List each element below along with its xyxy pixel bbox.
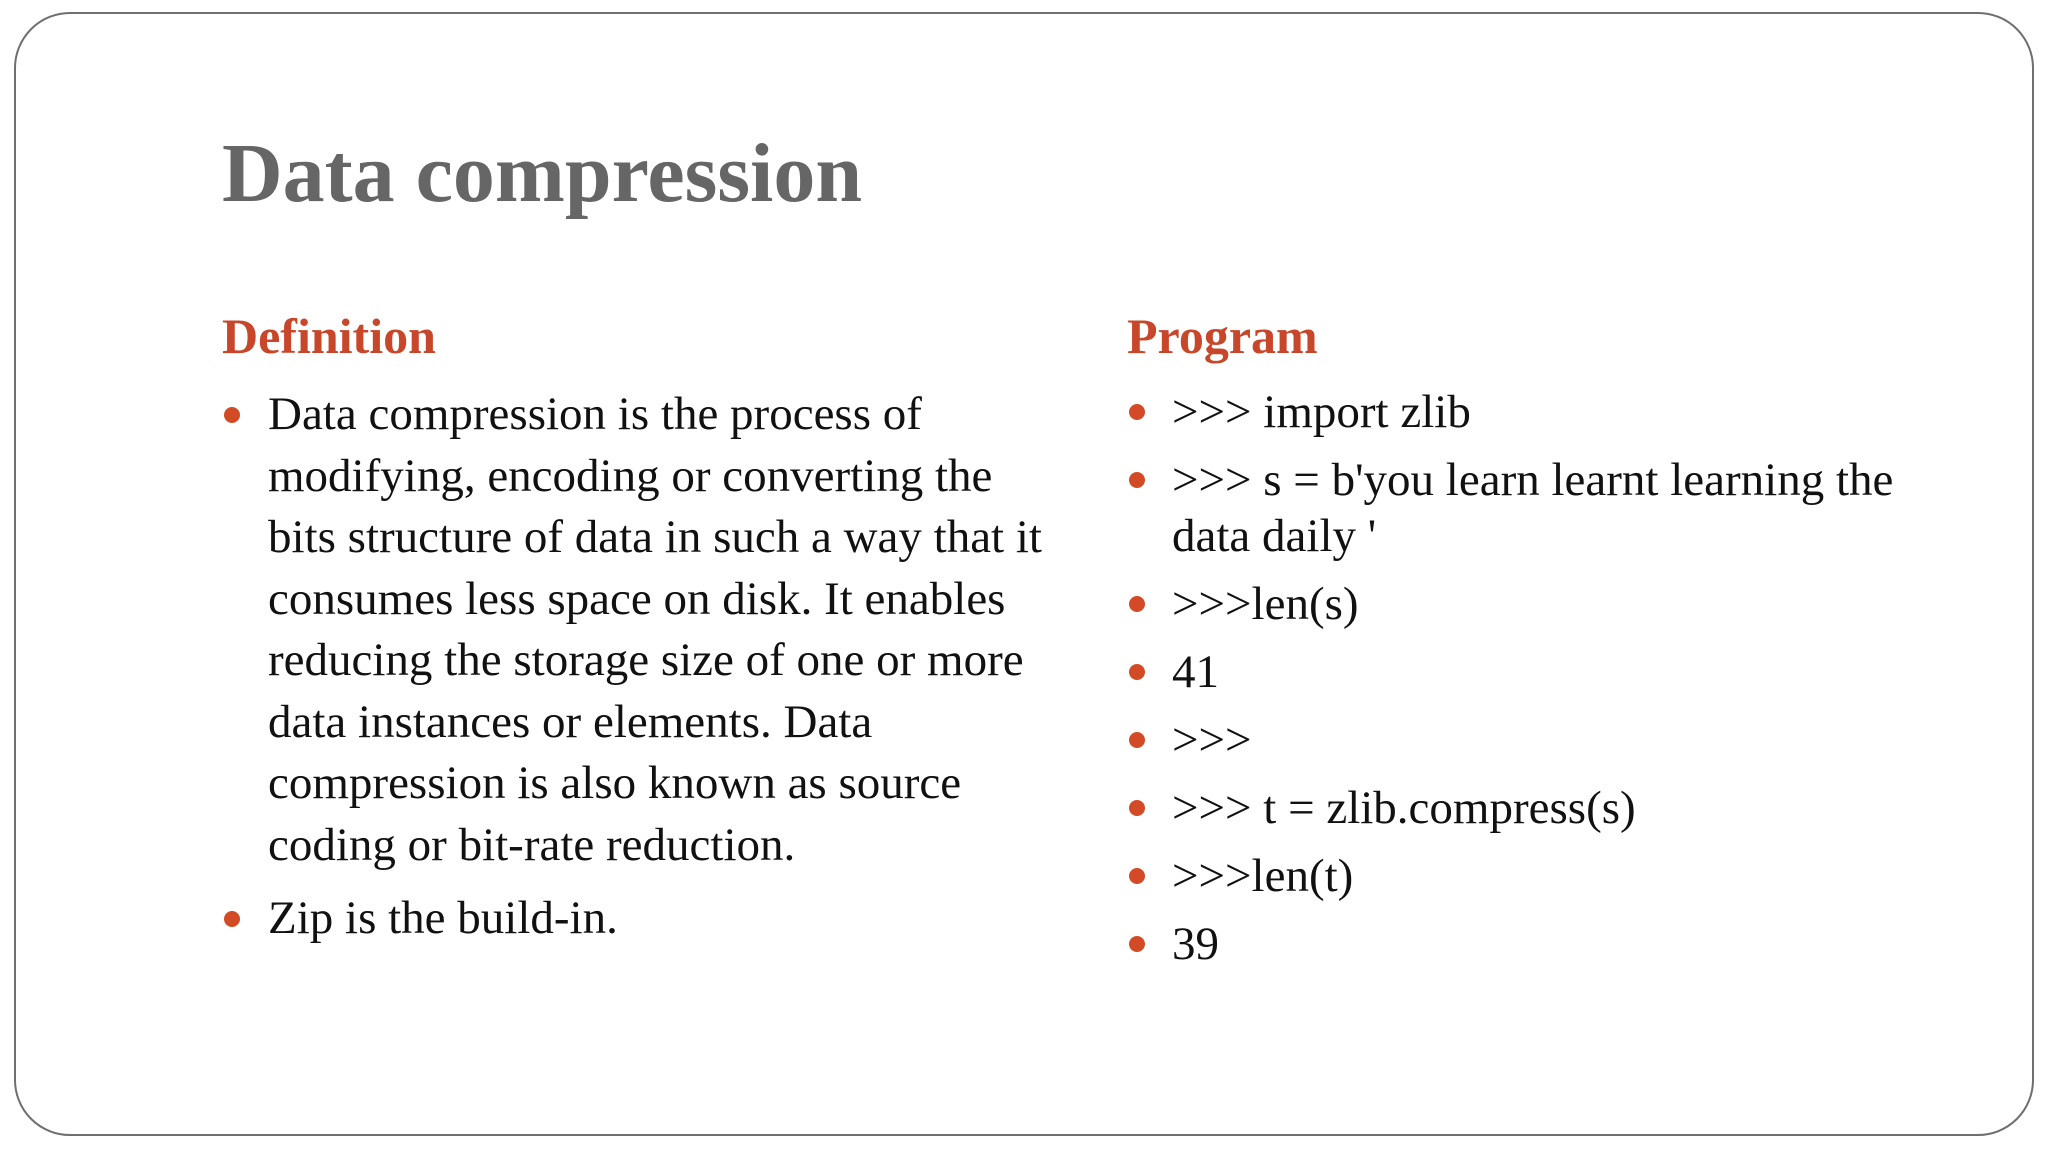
code-line-text: >>> s = b'you learn learnt learning the data daily ' (1172, 454, 1894, 562)
code-line-item (1127, 576, 1967, 632)
code-line-item (1127, 780, 1967, 836)
code-line-text: >>>len(t) (1172, 850, 1354, 902)
definition-column (222, 306, 1052, 962)
bullet-item (222, 384, 1052, 876)
code-line-text: >>> (1172, 714, 1252, 766)
code-line-text: 41 (1172, 646, 1219, 698)
code-line-item (1127, 644, 1967, 700)
code-line-text: 39 (1172, 918, 1219, 970)
code-line-item (1127, 384, 1967, 440)
program-heading: Program (1127, 308, 1318, 364)
program-bullet-list (1127, 384, 1967, 972)
code-line-item (1127, 712, 1967, 768)
bullet-dot-icon (1129, 936, 1145, 952)
bullet-item (222, 888, 1052, 950)
definition-heading: Definition (222, 308, 436, 364)
bullet-dot-icon (1129, 664, 1145, 680)
bullet-dot-icon (1129, 404, 1145, 420)
bullet-dot-icon (1129, 868, 1145, 884)
code-line-item (1127, 452, 1967, 564)
code-line-text: >>> import zlib (1172, 386, 1471, 438)
code-line-text: >>>len(s) (1172, 578, 1359, 630)
bullet-dot-icon (1129, 800, 1145, 816)
bullet-dot-icon (1129, 732, 1145, 748)
bullet-dot-icon (1129, 472, 1145, 488)
code-line-item (1127, 916, 1967, 972)
bullet-text: Zip is the build-in. (268, 892, 618, 944)
bullet-dot-icon (224, 407, 240, 423)
program-column (1127, 306, 1967, 984)
slide-title: Data compression (222, 127, 863, 220)
code-line-item (1127, 848, 1967, 904)
bullet-text: Data compression is the process of modifying, encoding or converting the bits structure of data in such a way that it consumes less space on disk. It enables reducing the storage size of one or more data instances or elements. Data compression is also known as source coding or bit-rate reduction. (268, 388, 1042, 871)
definition-bullet-list (222, 384, 1052, 950)
bullet-dot-icon (1129, 596, 1145, 612)
bullet-dot-icon (224, 911, 240, 927)
code-line-text: >>> t = zlib.compress(s) (1172, 782, 1636, 834)
